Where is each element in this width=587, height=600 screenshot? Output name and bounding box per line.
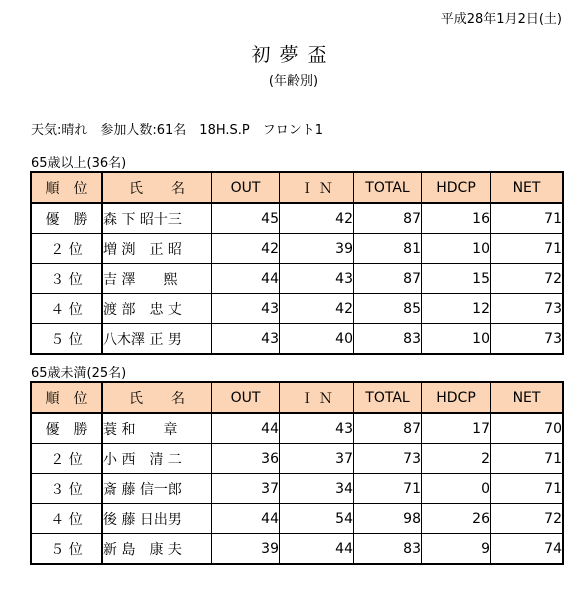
section-label-65-under: 65歳未満(25名) xyxy=(31,366,127,381)
section-label-65-over: 65歳以上(36名) xyxy=(31,156,127,171)
rank-cell: ５ 位 xyxy=(31,324,102,355)
results-table-65-under xyxy=(30,381,564,565)
in-cell: 40 xyxy=(280,324,354,355)
hdcp-cell: 10 xyxy=(422,234,491,264)
in-cell: 54 xyxy=(280,504,354,534)
column-header-net: NET xyxy=(491,172,564,203)
rank-cell: ３ 位 xyxy=(31,264,102,294)
table-row xyxy=(31,504,563,534)
table-row xyxy=(31,474,563,504)
net-cell: 73 xyxy=(491,294,564,324)
hdcp-cell: 12 xyxy=(422,294,491,324)
column-header-hdcp: HDCP xyxy=(422,382,491,413)
rank-cell: ５ 位 xyxy=(31,534,102,565)
hdcp-cell: 26 xyxy=(422,504,491,534)
column-header-out: OUT xyxy=(212,382,280,413)
in-cell: 44 xyxy=(280,534,354,565)
out-cell: 43 xyxy=(212,324,280,355)
in-cell: 39 xyxy=(280,234,354,264)
out-cell: 42 xyxy=(212,234,280,264)
column-header-in: Ｉ Ｎ xyxy=(280,382,354,413)
table-row xyxy=(31,534,563,565)
column-header-total: TOTAL xyxy=(354,172,422,203)
name-cell: 森 下 昭十三 xyxy=(102,203,212,234)
net-cell: 74 xyxy=(491,534,564,565)
name-cell: 小 西 清 二 xyxy=(102,444,212,474)
table-row xyxy=(31,264,563,294)
total-cell: 87 xyxy=(354,264,422,294)
net-cell: 71 xyxy=(491,474,564,504)
table-row xyxy=(31,444,563,474)
out-cell: 36 xyxy=(212,444,280,474)
out-cell: 44 xyxy=(212,413,280,444)
table-row xyxy=(31,324,563,355)
total-cell: 83 xyxy=(354,324,422,355)
table-header-row xyxy=(31,172,563,203)
total-cell: 83 xyxy=(354,534,422,565)
hdcp-cell: 16 xyxy=(422,203,491,234)
date-label: 平成28年1月2日(土) xyxy=(440,12,562,27)
column-header-out: OUT xyxy=(212,172,280,203)
rank-cell: ４ 位 xyxy=(31,294,102,324)
hdcp-cell: 15 xyxy=(422,264,491,294)
column-header-net: NET xyxy=(491,382,564,413)
results-table-65-over xyxy=(30,171,564,355)
column-header-rank: 順 位 xyxy=(31,382,102,413)
column-header-name: 氏 名 xyxy=(102,382,212,413)
name-cell: 増 渕 正 昭 xyxy=(102,234,212,264)
rank-cell: ４ 位 xyxy=(31,504,102,534)
rank-cell: ２ 位 xyxy=(31,234,102,264)
net-cell: 73 xyxy=(491,324,564,355)
total-cell: 85 xyxy=(354,294,422,324)
column-header-hdcp: HDCP xyxy=(422,172,491,203)
name-cell: 吉 澤 熙 xyxy=(102,264,212,294)
hdcp-cell: 9 xyxy=(422,534,491,565)
out-cell: 44 xyxy=(212,264,280,294)
total-cell: 98 xyxy=(354,504,422,534)
event-info: 天気:晴れ 参加人数:61名 18H.S.P フロント1 xyxy=(31,123,324,138)
name-cell: 新 島 康 夫 xyxy=(102,534,212,565)
column-header-rank: 順 位 xyxy=(31,172,102,203)
table-row xyxy=(31,413,563,444)
net-cell: 72 xyxy=(491,504,564,534)
out-cell: 43 xyxy=(212,294,280,324)
table-row xyxy=(31,203,563,234)
name-cell: 渡 部 忠 丈 xyxy=(102,294,212,324)
net-cell: 71 xyxy=(491,444,564,474)
rank-cell: ２ 位 xyxy=(31,444,102,474)
name-cell: 八木澤 正 男 xyxy=(102,324,212,355)
page-subtitle: (年齢別) xyxy=(268,74,319,89)
hdcp-cell: 10 xyxy=(422,324,491,355)
total-cell: 87 xyxy=(354,203,422,234)
column-header-total: TOTAL xyxy=(354,382,422,413)
table-row xyxy=(31,294,563,324)
total-cell: 73 xyxy=(354,444,422,474)
hdcp-cell: 0 xyxy=(422,474,491,504)
total-cell: 71 xyxy=(354,474,422,504)
table-header-row xyxy=(31,382,563,413)
rank-cell: 優 勝 xyxy=(31,413,102,444)
name-cell: 斎 藤 信一郎 xyxy=(102,474,212,504)
in-cell: 34 xyxy=(280,474,354,504)
rank-cell: 優 勝 xyxy=(31,203,102,234)
in-cell: 37 xyxy=(280,444,354,474)
in-cell: 42 xyxy=(280,294,354,324)
out-cell: 37 xyxy=(212,474,280,504)
name-cell: 後 藤 日出男 xyxy=(102,504,212,534)
net-cell: 72 xyxy=(491,264,564,294)
out-cell: 39 xyxy=(212,534,280,565)
page-title: 初夢盃 xyxy=(251,44,336,66)
in-cell: 43 xyxy=(280,413,354,444)
net-cell: 71 xyxy=(491,234,564,264)
in-cell: 43 xyxy=(280,264,354,294)
column-header-name: 氏 名 xyxy=(102,172,212,203)
total-cell: 87 xyxy=(354,413,422,444)
in-cell: 42 xyxy=(280,203,354,234)
out-cell: 44 xyxy=(212,504,280,534)
out-cell: 45 xyxy=(212,203,280,234)
column-header-in: Ｉ Ｎ xyxy=(280,172,354,203)
total-cell: 81 xyxy=(354,234,422,264)
table-row xyxy=(31,234,563,264)
rank-cell: ３ 位 xyxy=(31,474,102,504)
net-cell: 71 xyxy=(491,203,564,234)
name-cell: 蓑 和 章 xyxy=(102,413,212,444)
net-cell: 70 xyxy=(491,413,564,444)
hdcp-cell: 17 xyxy=(422,413,491,444)
hdcp-cell: 2 xyxy=(422,444,491,474)
